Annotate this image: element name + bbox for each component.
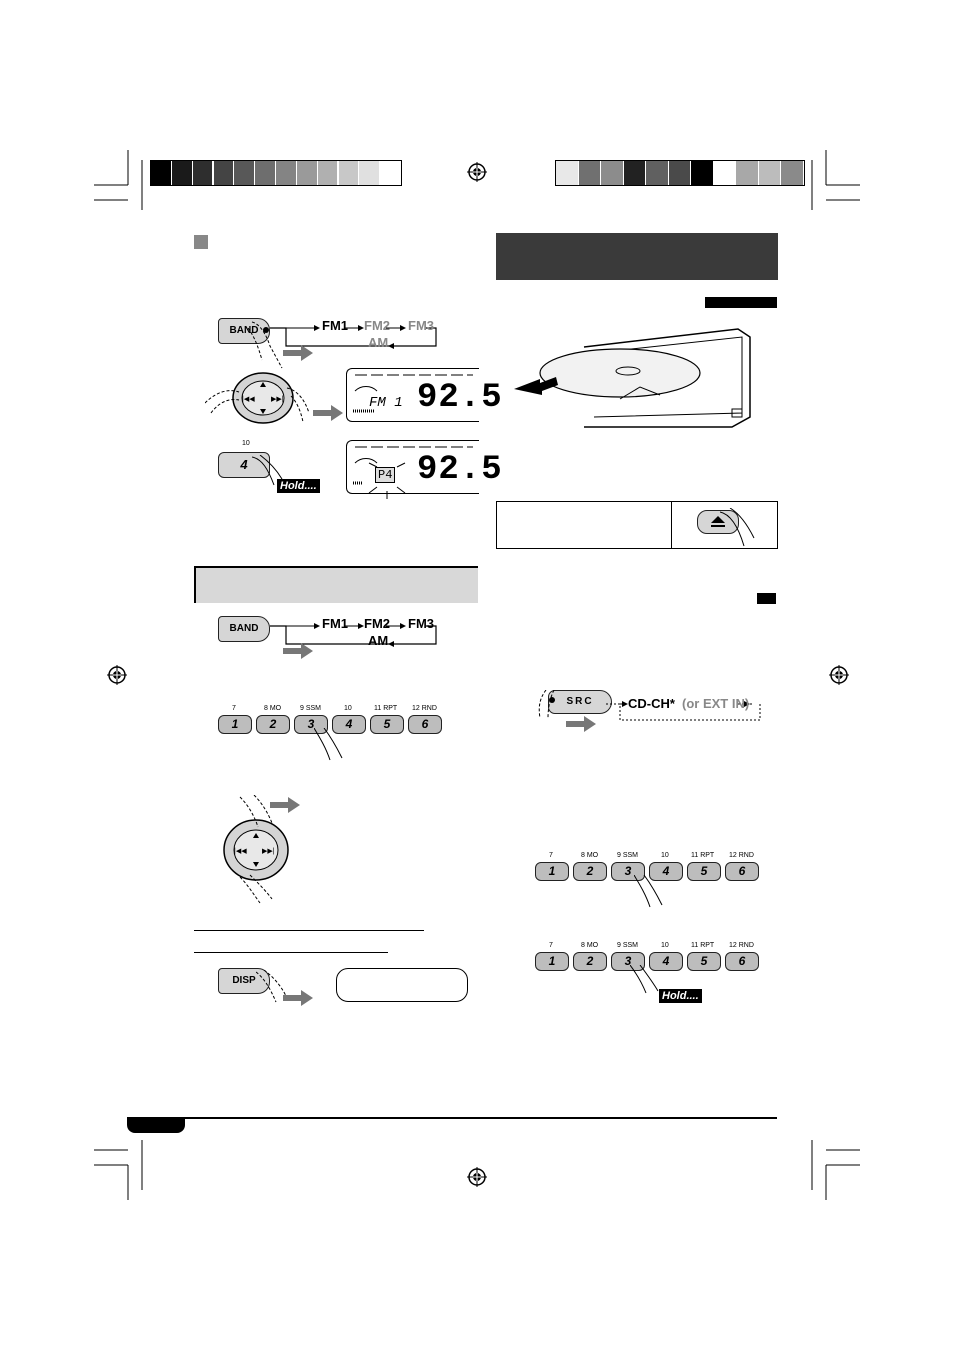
preset-key-4-number: 4: [240, 457, 248, 472]
footer-rule: [127, 1117, 777, 1119]
svg-text:|◀◀: |◀◀: [234, 848, 247, 855]
finger-press-icon: [720, 508, 760, 550]
lcd-display-preset: [346, 440, 503, 494]
preset-top-label: 11 RPT: [691, 852, 715, 859]
band-fm2-2: FM2: [364, 616, 390, 631]
band-am-2: AM: [368, 633, 389, 648]
preset-key[interactable]: 5: [687, 952, 721, 971]
preset-key[interactable]: 5: [370, 715, 404, 734]
band-button-2[interactable]: [218, 616, 270, 642]
small-black-marker: [757, 593, 776, 604]
finger-press-icon: [248, 320, 288, 370]
hold-label-2: Hold....: [659, 989, 702, 1003]
preset-top-label: 10: [661, 942, 669, 949]
preset-top-label: 10: [344, 705, 352, 712]
preset-top-label: 11 RPT: [374, 705, 398, 712]
preset-key[interactable]: 1: [218, 715, 252, 734]
preset-top-label: 9 SSM: [617, 852, 639, 859]
preset-top-label: 8 MO: [264, 705, 282, 712]
preset-top-label: 12 RND: [412, 705, 437, 712]
arrow-right-icon: [566, 716, 596, 732]
source-cd-ch: CD-CH*: [628, 696, 675, 711]
lcd-display-band: [346, 368, 503, 422]
key4-top-label: 10: [242, 440, 250, 447]
lcd-band-text: FM 1: [369, 395, 403, 411]
preset-top-label: 12 RND: [729, 852, 754, 859]
preset-top-label: 9 SSM: [617, 942, 639, 949]
disp-button-label: DISP: [232, 975, 256, 986]
lcd-preset-text: P4: [375, 467, 395, 483]
band-fm1-2: FM1: [322, 616, 348, 631]
registration-mark-icon: [829, 665, 849, 685]
band-fm3: FM3: [408, 318, 434, 333]
preset-key[interactable]: 4: [649, 952, 683, 971]
preset-top-label: 9 SSM: [300, 705, 322, 712]
black-tab-marker: [705, 297, 777, 308]
arrow-right-icon: [283, 643, 313, 659]
preset-key[interactable]: 3: [611, 952, 645, 971]
preset-key[interactable]: 4: [332, 715, 366, 734]
registration-mark-icon: [467, 162, 487, 182]
underline-rule: [194, 930, 424, 931]
band-button-label: BAND: [229, 325, 259, 336]
finger-press-icon: [536, 690, 568, 720]
svg-text:▶▶|: ▶▶|: [262, 848, 275, 855]
lcd-frequency-2: 92.5: [417, 451, 503, 489]
preset-top-label: 12 RND: [729, 942, 754, 949]
section-header-right: [496, 233, 778, 280]
hold-label: Hold....: [277, 479, 320, 493]
control-dial[interactable]: [205, 368, 320, 430]
band-am: AM: [368, 335, 389, 350]
preset-key[interactable]: 4: [649, 862, 683, 881]
preset-top-label: 8 MO: [581, 942, 599, 949]
preset-key[interactable]: 5: [687, 862, 721, 881]
band-button-label-2: BAND: [229, 623, 259, 634]
band-fm1: FM1: [322, 318, 348, 333]
lcd-frequency: 92.5: [417, 379, 503, 417]
arrow-right-icon: [313, 405, 343, 421]
svg-text:▶▶|: ▶▶|: [271, 396, 284, 403]
arrow-right-icon: [270, 797, 300, 813]
preset-key[interactable]: 3: [611, 862, 645, 881]
arrow-right-icon: [283, 990, 313, 1006]
preset-key[interactable]: 3: [294, 715, 328, 734]
underline-rule: [194, 952, 388, 953]
section-square-marker: [194, 235, 208, 249]
preset-key[interactable]: 2: [256, 715, 290, 734]
finger-press-icon: [630, 965, 660, 995]
svg-text:|◀◀: |◀◀: [242, 396, 255, 403]
band-fm3-2: FM3: [408, 616, 434, 631]
finger-press-icon: [314, 728, 344, 762]
preset-top-label: 7: [549, 852, 553, 859]
source-ext-in: (or EXT IN): [682, 696, 750, 711]
preset-top-label: 7: [549, 942, 553, 949]
finger-press-icon: [634, 875, 664, 909]
src-button-label: SRC: [566, 696, 594, 707]
section-header-left: [194, 566, 478, 603]
preset-key[interactable]: 2: [573, 862, 607, 881]
preset-top-label: 7: [232, 705, 236, 712]
band-fm2: FM2: [364, 318, 390, 333]
preset-key[interactable]: 6: [725, 862, 759, 881]
disc-icon: [510, 325, 770, 430]
preset-key[interactable]: 2: [573, 952, 607, 971]
preset-top-label: 8 MO: [581, 852, 599, 859]
registration-mark-icon: [467, 1167, 487, 1187]
registration-mark-icon: [107, 665, 127, 685]
preset-key[interactable]: 6: [725, 952, 759, 971]
display-readout-box: [336, 968, 468, 1002]
preset-top-label: 11 RPT: [691, 942, 715, 949]
preset-key[interactable]: 1: [535, 862, 569, 881]
preset-key[interactable]: 1: [535, 952, 569, 971]
preset-key[interactable]: 6: [408, 715, 442, 734]
preset-top-label: 10: [661, 852, 669, 859]
page-number-tab: [127, 1119, 185, 1133]
